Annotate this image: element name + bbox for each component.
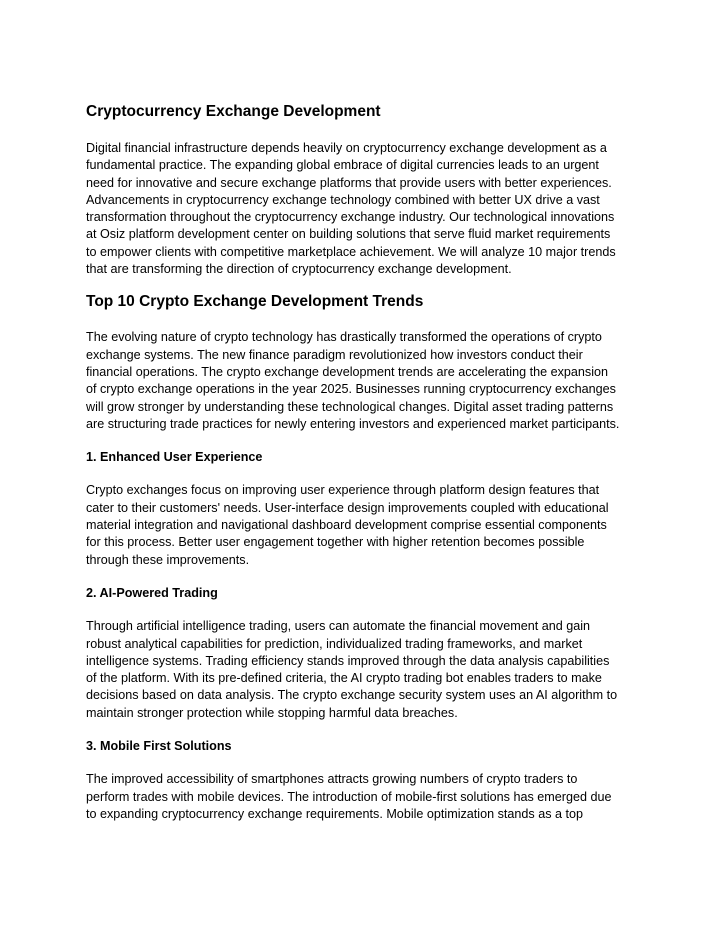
paragraph-line: robust analytical capabilities for prediction, individualized trading frameworks, and market: [86, 636, 583, 651]
paragraph-line: perform trades with mobile devices. The introduction of mobile-first solutions has emerged due: [86, 789, 612, 804]
paragraph-line: cater to their customers' needs. User-interface design improvements coupled with educational: [86, 500, 609, 515]
paragraph-line: for this process. Better user engagement together with higher retention becomes possible: [86, 535, 585, 550]
paragraph-line: financial operations. The crypto exchange development trends are accelerating the expansion: [86, 364, 609, 379]
paragraph-line: of crypto exchange operations in the year 2025. Businesses running cryptocurrency exchanges: [86, 382, 616, 397]
section-paragraph: [86, 329, 646, 433]
trend-paragraph-mobile-first-solutions: [86, 771, 646, 823]
paragraph-line: Digital financial infrastructure depends heavily on cryptocurrency exchange development as a: [86, 141, 607, 155]
paragraph-line: material integration and navigational dashboard development comprise essential components: [86, 518, 607, 533]
paragraph-line: The improved accessibility of smartphones attracts growing numbers of crypto traders to: [86, 772, 578, 787]
paragraph-line: to expanding cryptocurrency exchange requirements. Mobile optimization stands as a top: [86, 806, 584, 821]
paragraph-line: The evolving nature of crypto technology has drastically transformed the operations of crypto: [86, 330, 602, 345]
trend-paragraph-enhanced-user-experience: [86, 482, 646, 568]
document-heading: Cryptocurrency Exchange Development: [86, 103, 381, 120]
paragraph-line: will grow stronger by understanding these technological changes. Digital asset trading patterns: [86, 399, 614, 414]
intro-paragraph: [86, 140, 646, 278]
paragraph-line: need for innovative and secure exchange platforms that provide users with better experiences.: [86, 175, 612, 190]
paragraph-line: are structuring trade practices for newly entering investors and experienced market participants.: [86, 416, 620, 431]
paragraph-line: decisions based on data analysis. The crypto exchange security system uses an AI algorithm to: [86, 688, 618, 703]
paragraph-line: intelligence systems. Trading efficiency stands improved through the data analysis capabilities: [86, 653, 610, 668]
trend-heading-enhanced-user-experience: 1. Enhanced User Experience: [86, 450, 263, 465]
paragraph-line: exchange systems. The new finance paradigm revolutionized how investors conduct their: [86, 347, 583, 362]
paragraph-line: that are transforming the direction of cryptocurrency exchange development.: [86, 262, 512, 277]
section-heading: Top 10 Crypto Exchange Development Trends: [86, 293, 424, 311]
paragraph-line: to empower clients with competitive marketplace achievement. We will analyze 10 major trends: [86, 244, 616, 259]
paragraph-line: Crypto exchanges focus on improving user experience through platform design features that: [86, 483, 600, 498]
paragraph-line: maintain stronger protection while stopping harmful data breaches.: [86, 705, 458, 720]
paragraph-line: Advancements in cryptocurrency exchange technology combined with better UX drive a vast: [86, 192, 600, 207]
paragraph-line: through these improvements.: [86, 552, 250, 567]
paragraph-line: transformation throughout the cryptocurrency exchange industry. Our technological innovations: [86, 210, 615, 225]
paragraph-line: of the platform. With its pre-defined criteria, the AI crypto trading bot enables traders to make: [86, 671, 602, 686]
paragraph-line: Through artificial intelligence trading, users can automate the financial movement and gain: [86, 619, 591, 634]
trend-paragraph-ai-powered-trading: [86, 618, 646, 722]
paragraph-line: fundamental practice. The expanding global embrace of digital currencies leads to an urgent: [86, 158, 599, 173]
trend-heading-ai-powered-trading: 2. AI-Powered Trading: [86, 585, 218, 600]
trend-heading-mobile-first-solutions: 3. Mobile First Solutions: [86, 739, 232, 754]
paragraph-line: at Osiz platform development center on building solutions that serve fluid market requirements: [86, 227, 611, 242]
